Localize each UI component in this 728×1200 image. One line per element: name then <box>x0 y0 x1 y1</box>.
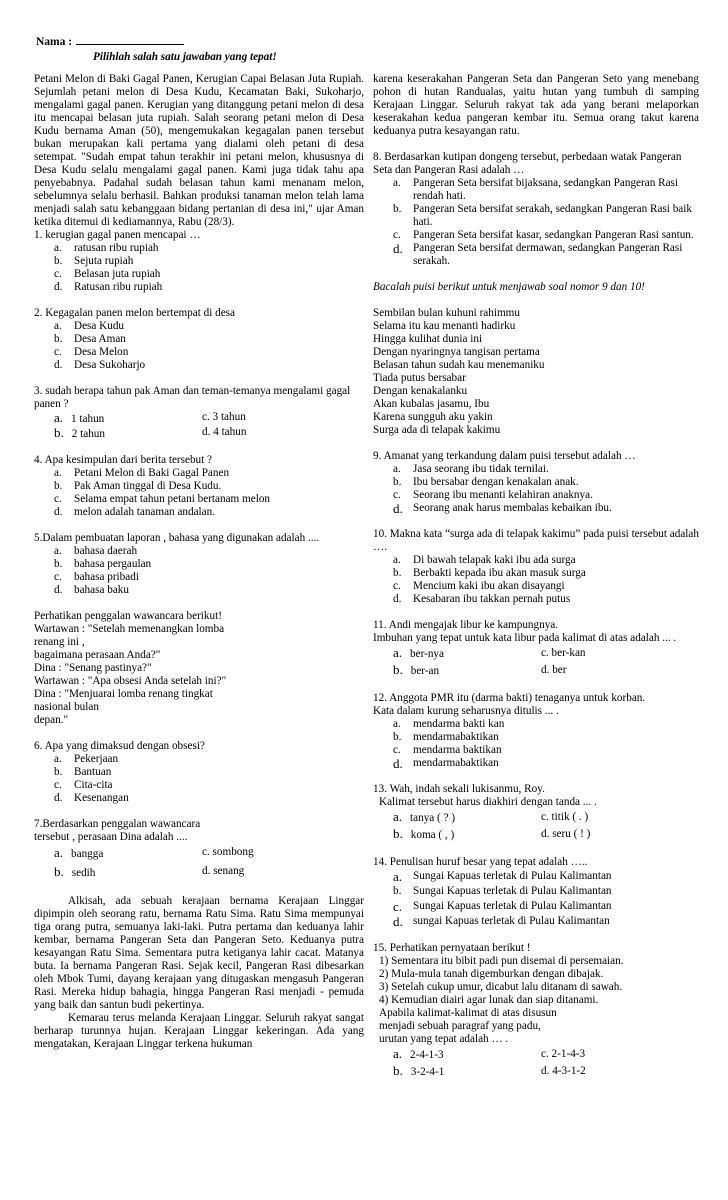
story-paragraph-2: Kemarau terus melanda Kerajaan Linggar. Seluruh rakyat sangat berharap turunnya hujan. Kerajaan Linggar kekeringan. Ada yang mengatakan, Kerajaan Linggar terkena hukuman <box>34 1012 364 1050</box>
option[interactable]: a. mendarma bakti kan <box>393 718 505 730</box>
option[interactable]: a. ratusan ribu rupiah <box>54 242 159 254</box>
option[interactable]: d. 4 tahun <box>202 426 247 438</box>
question-7: 7.Berdasarkan penggalan wawancara <box>34 818 201 830</box>
option[interactable]: b. Pak Aman tinggal di Desa Kudu. <box>54 480 222 492</box>
option[interactable]: b. Sungai Kapuas terletak di Pulau Kalimantan <box>393 885 612 897</box>
poem-line: Akan kubalas jasamu, Ibu <box>373 398 490 410</box>
option[interactable]: d. Kesenangan <box>54 792 129 804</box>
question-4-options <box>34 467 364 519</box>
question-3: 3. sudah berapa tahun pak Aman dan teman-temanya mengalami gagal panen ? <box>34 385 351 410</box>
option[interactable]: b. koma ( , ) <box>393 826 455 841</box>
option[interactable]: c. Selama empat tahun petani bertanam melon <box>54 493 271 505</box>
option[interactable]: d. Desa Sukoharjo <box>54 359 146 371</box>
question-13-options <box>373 809 699 843</box>
poem-line: Surga ada di telapak kakimu <box>373 424 501 436</box>
option[interactable]: a. Pangeran Seta bersifat bijaksana, sedangkan Pangeran Rasi rendah hati. <box>393 177 678 202</box>
question-10-options <box>373 554 699 606</box>
option[interactable]: c. ber-kan <box>541 647 586 659</box>
option[interactable]: a. ber-nya <box>393 645 444 660</box>
option[interactable]: b. Berbakti kepada ibu akan masuk surga <box>393 567 586 579</box>
option[interactable]: c. bahasa pribadi <box>54 571 139 583</box>
poem <box>373 307 699 437</box>
question-6: 6. Apa yang dimaksud dengan obsesi? <box>34 740 205 752</box>
name-label: Nama : <box>36 36 73 48</box>
option[interactable]: d. ber <box>541 664 567 676</box>
option[interactable]: a. Petani Melon di Baki Gagal Panen <box>54 467 230 479</box>
question-2-options <box>34 320 364 372</box>
option[interactable]: a. Sungai Kapuas terletak di Pulau Kalimantan <box>393 869 612 884</box>
option[interactable]: c. Seorang ibu menanti kelahiran anaknya. <box>393 489 593 501</box>
question-1-options <box>34 242 364 294</box>
worksheet-header <box>36 34 696 64</box>
option[interactable]: d. Pangeran Seta bersifat dermawan, sedangkan Pangeran Rasi serakah. <box>393 241 683 267</box>
option[interactable]: b. Desa Aman <box>54 333 126 345</box>
question-14-options <box>373 869 699 929</box>
question-6-options <box>34 753 364 805</box>
option[interactable]: d. seru ( ! ) <box>541 828 591 840</box>
poem-line: Dengan kenakalanku <box>373 385 468 397</box>
question-15: 15. Perhatikan pernyataan berikut ! <box>373 942 531 954</box>
option[interactable]: c. Mencium kaki ibu akan disayangi <box>393 580 565 592</box>
option[interactable]: b. 2 tahun <box>54 425 105 440</box>
option[interactable]: c. titik ( . ) <box>541 811 589 823</box>
question-1: 1. kerugian gagal panen mencapai … <box>34 229 201 241</box>
option[interactable]: b. Pangeran Seta bersifat serakah, sedangkan Pangeran Rasi baik hati. <box>393 203 692 228</box>
question-8: 8. Berdasarkan kutipan dongeng tersebut, perbedaan watak Pangeran Seta dan Pangeran Rasi adalah … <box>373 151 682 176</box>
option[interactable]: a. bangga <box>54 845 104 860</box>
option[interactable]: b. Ibu bersabar dengan kenakalan anak. <box>393 476 579 488</box>
question-9: 9. Amanat yang terkandung dalam puisi tersebut adalah … <box>373 450 636 462</box>
option[interactable]: b. sedih <box>54 864 96 879</box>
option[interactable]: a. Desa Kudu <box>54 320 125 332</box>
question-10: 10. Makna kata “surga ada di telapak kakimu” pada puisi tersebut adalah …. <box>373 528 699 553</box>
left-column: Petani Melon di Baki Gagal Panen, Kerugian Capai Belasan Juta Rupiah. Sejumlah petani melon di Desa Kudu, Kecamatan Baki, Sukoharjo, mengalami gagal panen. Kerugian yang ditanggung petani melon di desa itu mencapai belasan juta rupiah. Salah seorang petani melon di Desa Kudu bernama Aman (50), mengemukakan kegagalan panen tersebut bukan merupakan kali pertama yang dialami oleh petani di desa setempat. "Sudah empat tahun terakhir ini petani melon, khususnya di Desa Kudu selalu mengalami gagal panen. Kami juga tidak tahu apa penyebabnya. Padahal sudah belasan tahun kami menanam melon, sebelumnya selalu berhasil. Bahkan produksi tanaman melon telah lama menjadi salah satu kebanggaan bidang pertanian di desa ini," ujar Aman ketika ditemui di kediamannya, Rabu (28/3). 1. kerugian gagal panen mencapai … a. ratusan ribu rupiah b. Sejuta rupiah c. Belasan juta rupiah d. Ratusan ribu rupiah 2. Kegagalan panen melon bertempat di desa a. Desa Kudu b. Desa Aman c. Desa Melon d. Desa Sukoharjo 3. sudah berapa tahun pak Aman dan teman-temanya mengalami gagal panen ? a. 1 tahun c. 3 tahun b. 2 tahun d. 4 tahun 4. Apa kesimpulan dari berita tersebut ? a. Petani Melon di Baki Gagal Panen b. Pak Aman tinggal di Desa Kudu. c. Selama empat tahun petani bertanam melon d. melon adalah tanaman andalan. 5.Dalam pembuatan laporan , bahasa yang digunakan adalah .... a. bahasa daerah b. bahasa pergaulan c. bahasa pribadi d. bahasa baku Perhatikan penggalan wawancara berikut! Wartawan : "Setelah memenangkan lomba renang ini , bagaimana perasaan Anda?" Dina : "Senang pastinya?" Wartawan : "Apa obsesi Anda setelah ini?" Dina : "Menjuarai lomba renang tingkat nasional bulan depan." 6. Apa yang dimaksud dengan obsesi? a. Pekerjaan b. Bantuan c. Cita-cita d. Kesenangan 7.Berdasarkan penggalan wawancara tersebut , perasaan Dina adalah .... a. bangga c. sombong b. sedih d. senang Alkisah, ada sebuah kerajaan bernama Kerajaan Linggar dipimpin oleh seorang ratu, bernama Ratu Sima. Ratu Sima mempunyai tiga orang putra, semuanya laki-laki. Putra pertama dan keduanya lahir kembar, bernama Pangeran Seta dan Pangeran Seto. Keduanya putra kesayangan Ratu Sima. Sementara putra ketiganya lahir cacat. Matanya buta. Ia bernama Pangeran Rasi. Sejak kecil, Pangeran Rasi dibesarkan oleh Mbok Tumi, dayang kerajaan yang ditugaskan mengasuh Pangeran Rasi. Mereka hidup bahagia, hingga Pangeran Rasi menjadi - pemuda yang baik dan santun budi pekertinya. Kemarau terus melanda Kerajaan Linggar. Seluruh rakyat sangat berharap turunnya hujan. Kerajaan Linggar kekeringan. Ada yang mengatakan, Kerajaan Linggar terkena hukuman <box>34 73 364 1050</box>
name-field[interactable] <box>36 34 696 49</box>
question-11-options <box>373 645 699 679</box>
question-2: 2. Kegagalan panen melon bertempat di desa <box>34 307 235 319</box>
option[interactable]: a. 2-4-1-3 <box>393 1046 444 1061</box>
poem-line: Dengan nyaringnya tangisan pertama <box>373 346 540 358</box>
option[interactable]: c. Cita-cita <box>54 779 113 791</box>
option[interactable]: a. bahasa daerah <box>54 545 138 557</box>
question-12: 12. Anggota PMR itu (darma bakti) tenaganya untuk korban. <box>373 692 646 704</box>
option[interactable]: c. Belasan juta rupiah <box>54 268 161 280</box>
option[interactable]: c. Pangeran Seta bersifat kasar, sedangkan Pangeran Rasi santun. <box>393 229 694 241</box>
question-15-statements: 1) Sementara itu bibit padi pun disemai di persemaian. 2) Mula-mula tanah digemburkan dengan dibajak. 3) Setelah cukup umur, dicabut lalu ditanam di sawah. 4) Kemudian diairi agar lunak dan siap ditanami. Apabila kalimat-kalimat di atas disusun menjadi sebuah paragraf yang padu, urutan yang tepat adalah … . <box>379 955 624 1045</box>
question-14: 14. Penulisan huruf besar yang tepat adalah ….. <box>373 856 588 868</box>
poem-line: Selama itu kau menanti hadirku <box>373 320 516 332</box>
name-blank[interactable] <box>76 34 184 45</box>
option[interactable]: c. Sungai Kapuas terletak di Pulau Kalimantan <box>393 899 612 914</box>
option[interactable]: b. 3-2-4-1 <box>393 1063 445 1078</box>
story-paragraph-3: karena keserakahan Pangeran Seta dan Pangeran Seto yang menebang pohon di hutan Randualas, yaitu hutan yang tumbuh di samping Kerajaan Linggar. Seluruh rakyat tak ada yang berani melaporkan keserakahan kedua pangeran kembar itu. Semua orang takut karena keduanya putra kesayangan ratu. <box>373 73 699 137</box>
question-13: 13. Wah, indah sekali lukisanmu, Roy. <box>373 783 545 795</box>
option[interactable]: b. ber-an <box>393 662 440 677</box>
option[interactable]: b. bahasa pergaulan <box>54 558 152 570</box>
question-8-options <box>373 177 699 268</box>
news-passage: Petani Melon di Baki Gagal Panen, Kerugian Capai Belasan Juta Rupiah. Sejumlah petani melon di Desa Kudu, Kecamatan Baki, Sukoharjo, mengalami gagal panen. Kerugian yang ditanggung petani melon di desa itu mencapai belasan juta rupiah. Salah seorang petani melon di Desa Kudu bernama Aman (50), mengemukakan kegagalan panen tersebut bukan merupakan kali pertama yang dialami oleh petani di desa setempat. "Sudah empat tahun terakhir ini petani melon, khususnya di Desa Kudu selalu mengalami gagal panen. Kami juga tidak tahu apa penyebabnya. Padahal sudah belasan tahun kami menanam melon, sebelumnya selalu berhasil. Bahkan produksi tanaman melon telah lama menjadi salah satu kebanggaan bidang pertanian di desa ini," ujar Aman ketika ditemui di kediamannya, Rabu (28/3). <box>34 73 364 228</box>
question-5-options <box>34 545 364 597</box>
poem-line: Belasan tahun sudah kau menemaniku <box>373 359 545 371</box>
option[interactable]: d. sungai Kapuas terletak di Pulau Kalimantan <box>393 914 610 929</box>
option[interactable]: d. melon adalah tanaman andalan. <box>54 506 216 518</box>
option[interactable]: b. mendarmabaktikan <box>393 731 499 743</box>
option[interactable]: d. senang <box>202 865 245 877</box>
poem-line: Sembilan bulan kuhuni rahimmu <box>373 307 520 319</box>
right-column: karena keserakahan Pangeran Seta dan Pangeran Seto yang menebang pohon di hutan Randualas, yaitu hutan yang tumbuh di samping Kerajaan Linggar. Seluruh rakyat tak ada yang berani melaporkan keserakahan kedua pangeran kembar itu. Semua orang takut karena keduanya putra kesayangan ratu. 8. Berdasarkan kutipan dongeng tersebut, perbedaan watak Pangeran Seta dan Pangeran Rasi adalah … a. Pangeran Seta bersifat bijaksana, sedangkan Pangeran Rasi rendah hati. b. Pangeran Seta bersifat serakah, sedangkan Pangeran Rasi baik hati. c. Pangeran Seta bersifat kasar, sedangkan Pangeran Rasi santun. d. Pangeran Seta bersifat dermawan, sedangkan Pangeran Rasi serakah. Bacalah puisi berikut untuk menjawab soal nomor 9 dan 10! Sembilan bulan kuhuni rahimmu Selama itu kau menanti hadirku Hingga kulihat dunia ini Dengan nyaringnya tangisan pertama Belasan tahun sudah kau menemaniku Tiada putus bersabar Dengan kenakalanku Akan kubalas jasamu, Ibu Karena sungguh aku yakin Surga ada di telapak kakimu 9. Amanat yang terkandung dalam puisi tersebut adalah … a. Jasa seorang ibu tidak ternilai. b. Ibu bersabar dengan kenakalan anak. c. Seorang ibu menanti kelahiran anaknya. d. Seorang anak harus membalas kebaikan ibu. 10. Makna kata “surga ada di telapak kakimu” pada puisi tersebut adalah …. a. Di bawah telapak kaki ibu ada surga b. Berbakti kepada ibu akan masuk surga c. Mencium kaki ibu akan disayangi d. Kesabaran ibu takkan pernah putus 11. Andi mengajak libur ke kampungnya. Imbuhan yang tepat untuk kata libur pada kalimat di atas adalah ... . a. ber-nya c. ber-kan b. ber-an d. ber 12. Anggota PMR itu (darma bakti) tenaganya untuk korban. Kata dalam kurung seharusnya ditulis ... . a. mendarma bakti kan b. mendarmabaktikan c. mendarma baktikan d. mendarmabaktikan 13. Wah, indah sekali lukisanmu, Roy. Kalimat tersebut harus diakhiri dengan tanda ... . a. tanya ( ? ) c. titik ( . ) b. koma ( , ) d. seru ( ! ) 14. Penulisan huruf besar yang tepat adalah ….. a. Sungai Kapuas terletak di Pulau Kalimantan b. Sungai Kapuas terletak di Pulau Kalimantan c. Sungai Kapuas terletak di Pulau Kalimantan d. sungai Kapuas terletak di Pulau Kalimantan 15. Perhatikan pernyataan berikut ! 1) Sementara itu bibit padi pun disemai di persemaian. 2) Mula-mula tanah digemburkan dengan dibajak. 3) Setelah cukup umur, dicabut lalu ditanam di sawah. 4) Kemudian diairi agar lunak dan siap ditanami. Apabila kalimat-kalimat di atas disusun menjadi sebuah paragraf yang padu, urutan yang tepat adalah … . a. 2-4-1-3 c. 2-1-4-3 b. 3-2-4-1 d. 4-3-1-2 <box>373 73 699 1078</box>
question-12-options <box>373 718 699 770</box>
option[interactable]: d. Seorang anak harus membalas kebaikan ibu. <box>393 501 612 516</box>
question-7-options <box>34 844 364 882</box>
question-11: 11. Andi mengajak libur ke kampungnya. <box>373 619 559 631</box>
option[interactable]: a. 1 tahun <box>54 410 105 425</box>
option[interactable]: a. tanya ( ? ) <box>393 809 456 824</box>
poem-line: Karena sungguh aku yakin <box>373 411 493 423</box>
option[interactable]: b. Bantuan <box>54 766 112 778</box>
question-9-options <box>373 463 699 515</box>
interview-excerpt: Perhatikan penggalan wawancara berikut! Wartawan : "Setelah memenangkan lomba renang ini , bagaimana perasaan Anda?" Dina : "Senang pastinya?" Wartawan : "Apa obsesi Anda setelah ini?" Dina : "Menjuarai lomba renang tingkat nasional bulan depan." <box>34 610 227 726</box>
option[interactable]: d. mendarmabaktikan <box>393 756 499 771</box>
poem-instruction: Bacalah puisi berikut untuk menjawab soal nomor 9 dan 10! <box>373 281 645 293</box>
question-3-options <box>34 411 364 441</box>
option[interactable]: a. Di bawah telapak kaki ibu ada surga <box>393 554 576 566</box>
option[interactable]: d. bahasa baku <box>54 584 129 596</box>
option[interactable]: a. Pekerjaan <box>54 753 119 765</box>
poem-line: Hingga kulihat dunia ini <box>373 333 483 345</box>
option[interactable]: d. 4-3-1-2 <box>541 1065 586 1077</box>
story-paragraph-1: Alkisah, ada sebuah kerajaan bernama Kerajaan Linggar dipimpin oleh seorang ratu, bernama Ratu Sima. Ratu Sima mempunyai tiga orang putra, semuanya laki-laki. Putra pertama dan keduanya lahir kembar, bernama Pangeran Seta dan Pangeran Seto. Keduanya putra kesayangan Ratu Sima. Sementara putra ketiganya lahir cacat. Matanya buta. Ia bernama Pangeran Rasi. Sejak kecil, Pangeran Rasi dibesarkan oleh Mbok Tumi, dayang kerajaan yang ditugaskan mengasuh Pangeran Rasi. Mereka hidup bahagia, hingga Pangeran Rasi menjadi - pemuda yang baik dan santun budi pekertinya. <box>34 895 364 1011</box>
question-4: 4. Apa kesimpulan dari berita tersebut ? <box>34 454 213 466</box>
option[interactable]: c. mendarma baktikan <box>393 744 502 756</box>
question-15-options <box>373 1046 699 1080</box>
option[interactable]: b. Sejuta rupiah <box>54 255 134 267</box>
option[interactable]: d. Kesabaran ibu takkan pernah putus <box>393 593 571 605</box>
option[interactable]: c. 2-1-4-3 <box>541 1048 586 1060</box>
question-5: 5.Dalam pembuatan laporan , bahasa yang digunakan adalah .... <box>34 532 320 544</box>
instruction: Pilihlah salah satu jawaban yang tepat! <box>93 51 277 63</box>
option[interactable]: c. 3 tahun <box>202 411 246 423</box>
option[interactable]: d. Ratusan ribu rupiah <box>54 281 163 293</box>
poem-line: Tiada putus bersabar <box>373 372 466 384</box>
option[interactable]: a. Jasa seorang ibu tidak ternilai. <box>393 463 549 475</box>
option[interactable]: c. sombong <box>202 846 254 858</box>
option[interactable]: c. Desa Melon <box>54 346 129 358</box>
